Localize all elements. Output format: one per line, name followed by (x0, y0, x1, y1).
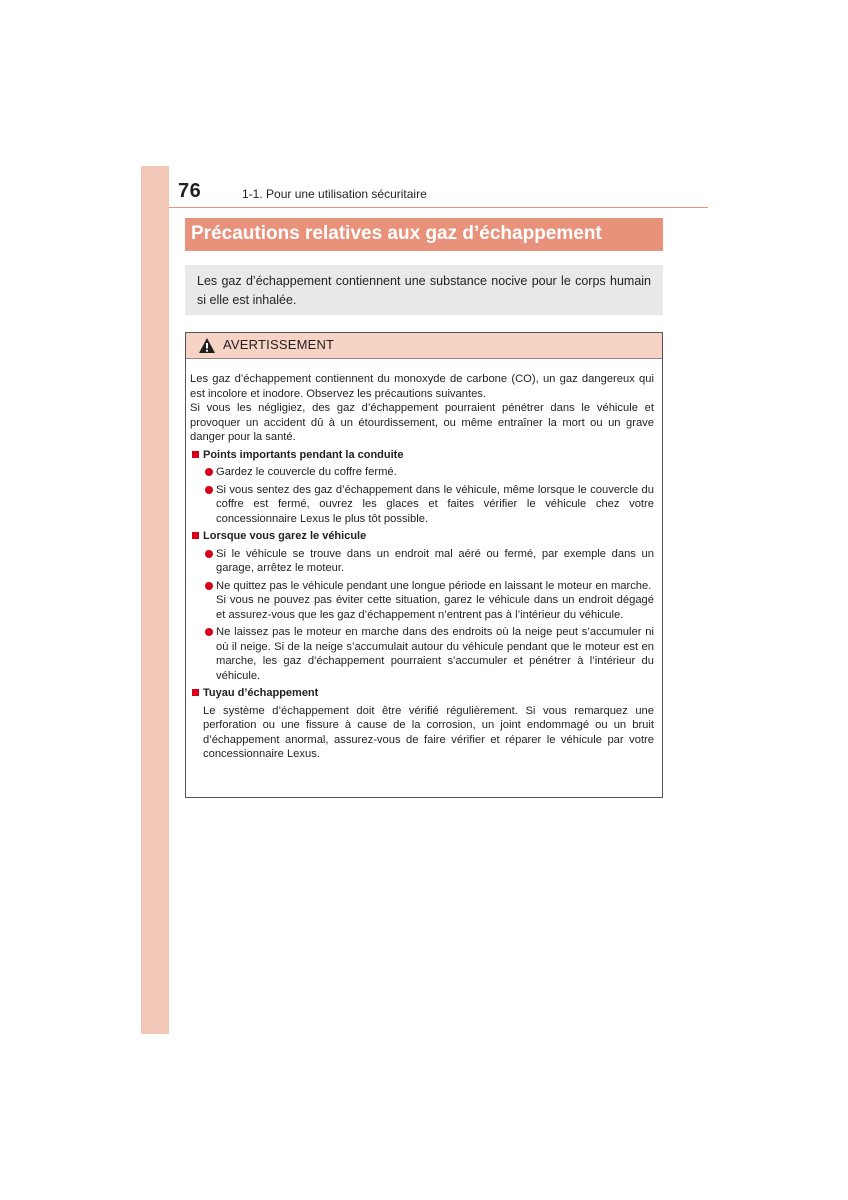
section-label: 1-1. Pour une utilisation sécuritaire (242, 187, 427, 201)
list-item: Si le véhicule se trouve dans un endroit mal aéré ou fermé, par exemple dans un garage, arrêtez le moteur. (190, 547, 654, 576)
page-number: 76 (178, 180, 202, 202)
list-item: Ne quittez pas le véhicule pendant une longue période en laissant le moteur en marche. Si vous ne pouvez pas éviter cette situation, garez le véhicule dans un endroit dégagé et assurez-vous que les gaz d’échappement n’entrent pas à l’intérieur du véhicule. (190, 579, 654, 623)
red-bullet-icon (205, 628, 213, 636)
red-square-icon (192, 451, 199, 458)
warning-header (186, 333, 662, 359)
warning-body (186, 359, 662, 762)
red-bullet-icon (205, 550, 213, 558)
warning-title: AVERTISSEMENT (223, 337, 335, 352)
warning-triangle-icon (198, 337, 216, 354)
header-rule (169, 207, 708, 208)
red-bullet-icon (205, 486, 213, 494)
exhaust-pipe-text: Le système d’échappement doit être vérifié régulièrement. Si vous remarquez une perforation ou une fissure à cause de la corrosion, un joint endommagé ou un bruit d’échappement anormal, assurez-vous de faire vérifier et réparer le véhicule par votre concessionnaire Lexus. (203, 704, 654, 760)
warning-intro-2: Si vous les négligiez, des gaz d’échappement pourraient pénétrer dans le véhicule et provoquer un accident dû à un étourdissement, ou même entraîner la mort ou un grave danger pour la santé. (190, 402, 654, 443)
red-square-icon (192, 689, 199, 696)
subheading-driving: Points importants pendant la conduite (190, 448, 654, 463)
list-item-extra: Si vous ne pouvez pas éviter cette situation, garez le véhicule dans un endroit dégagé et assurez-vous que les gaz d’échappement n’entrent pas à l’intérieur du véhicule. (216, 594, 654, 621)
warning-box (185, 332, 663, 798)
red-bullet-icon (205, 582, 213, 590)
intro-box (185, 265, 663, 315)
list-item: Si vous sentez des gaz d’échappement dans le véhicule, même lorsque le couvercle du coffre est fermé, ouvrez les glaces et faites vérifier le véhicule chez votre concessionnaire Lexus le plus tôt possible. (190, 483, 654, 527)
side-tab (141, 166, 169, 1034)
page-title: Précautions relatives aux gaz d’échappement (185, 218, 663, 251)
red-square-icon (192, 532, 199, 539)
warning-intro-1: Les gaz d’échappement contiennent du monoxyde de carbone (CO), un gaz dangereux qui est incolore et inodore. Observez les précautions suivantes. (190, 373, 654, 400)
subheading-exhaust-pipe: Tuyau d’échappement (190, 686, 654, 701)
intro-text: Les gaz d’échappement contiennent une substance nocive pour le corps humain si elle est inhalée. (197, 274, 651, 307)
subheading-parking: Lorsque vous garez le véhicule (190, 529, 654, 544)
red-bullet-icon (205, 468, 213, 476)
list-item: Ne laissez pas le moteur en marche dans des endroits où la neige peut s’accumuler ni où il neige. Si de la neige s’accumulait autour du véhicule pendant que le moteur est en marche, les gaz d’échappement pourraient s’accumuler et pénétrer à l’intérieur du véhicule. (190, 625, 654, 683)
list-item: Gardez le couvercle du coffre fermé. (190, 465, 654, 480)
